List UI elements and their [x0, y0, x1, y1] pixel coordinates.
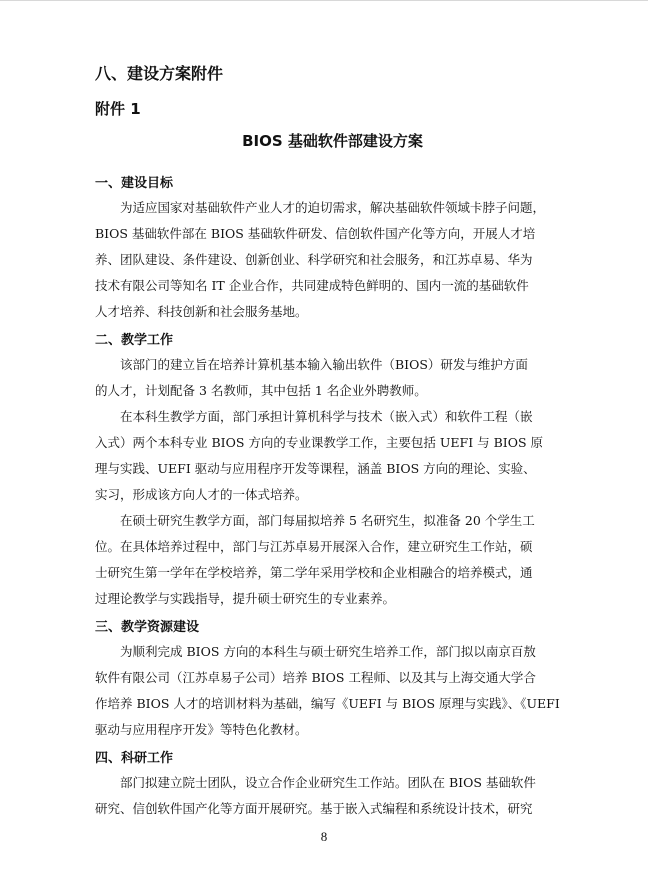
text-line: 作培养 BIOS 人才的培训材料为基础，编写《UEFI 与 BIOS 原理与实践》、《UEFI — [95, 696, 560, 711]
text-line: 的人才，计划配备 3 名教师，其中包括 1 名企业外聘教师。 — [95, 383, 427, 398]
paragraph — [95, 195, 560, 325]
section-heading-resources: 三、教学资源建设 — [95, 620, 200, 635]
paragraph — [95, 770, 560, 822]
attachment-label: 附件 1 — [95, 100, 141, 118]
text-line: BIOS 基础软件部在 BIOS 基础软件研发、信创软件国产化等方向，开展人才培 — [95, 226, 536, 241]
paragraph — [95, 508, 560, 612]
page-content — [95, 60, 560, 822]
section-heading-research: 四、科研工作 — [95, 751, 174, 766]
text-line: 研究、信创软件国产化等方面开展研究。基于嵌入式编程和系统设计技术，研究 — [95, 801, 533, 816]
text-line: 士研究生第一学年在学校培养，第二学年采用学校和企业相融合的培养模式，通 — [95, 565, 533, 580]
text-line: 位。在具体培养过程中，部门与江苏卓易开展深入合作，建立研究生工作站，硕 — [95, 539, 533, 554]
text-line: 为顺利完成 BIOS 方向的本科生与硕士研究生培养工作，部门拟以南京百敖 — [120, 644, 536, 659]
text-line: 在本科生教学方面，部门承担计算机科学与技术（嵌入式）和软件工程（嵌 — [120, 409, 533, 424]
page-top-edge — [0, 0, 648, 1]
section-heading-goals: 一、建设目标 — [95, 176, 174, 191]
document-title: BIOS 基础软件部建设方案 — [242, 132, 423, 150]
section-heading-teaching: 二、教学工作 — [95, 333, 174, 348]
paragraph — [95, 639, 560, 743]
text-line: 过理论教学与实践指导，提升硕士研究生的专业素养。 — [95, 591, 396, 606]
text-line: 养、团队建设、条件建设、创新创业、科学研究和社会服务，和江苏卓易、华为 — [95, 252, 533, 267]
text-line: 该部门的建立旨在培养计算机基本输入输出软件（BIOS）研发与维护方面 — [120, 357, 528, 372]
text-line: 技术有限公司等知名 IT 企业合作，共同建成特色鲜明的、国内一流的基础软件 — [95, 278, 529, 293]
page-number: 8 — [320, 829, 328, 844]
text-line: 实习，形成该方向人才的一体式培养。 — [95, 487, 308, 502]
chapter-heading: 八、建设方案附件 — [95, 64, 224, 83]
text-line: 软件有限公司（江苏卓易子公司）培养 BIOS 工程师、以及其与上海交通大学合 — [95, 670, 536, 685]
text-line: 人才培养、科技创新和社会服务基地。 — [95, 304, 308, 319]
paragraph — [95, 404, 560, 508]
text-line: 为适应国家对基础软件产业人才的迫切需求，解决基础软件领域卡脖子问题， — [120, 200, 546, 215]
text-line: 部门拟建立院士团队，设立合作企业研究生工作站。团队在 BIOS 基础软件 — [120, 775, 536, 790]
text-line: 理与实践、UEFI 驱动与应用程序开发等课程，涵盖 BIOS 方向的理论、实验、 — [95, 461, 536, 476]
text-line: 在硕士研究生教学方面，部门每届拟培养 5 名研究生，拟准备 20 个学生工 — [120, 513, 535, 528]
paragraph — [95, 352, 560, 404]
text-line: 驱动与应用程序开发》等特色化教材。 — [95, 722, 308, 737]
text-line: 入式）两个本科专业 BIOS 方向的专业课教学工作，主要包括 UEFI 与 BIOS 原 — [95, 435, 543, 450]
